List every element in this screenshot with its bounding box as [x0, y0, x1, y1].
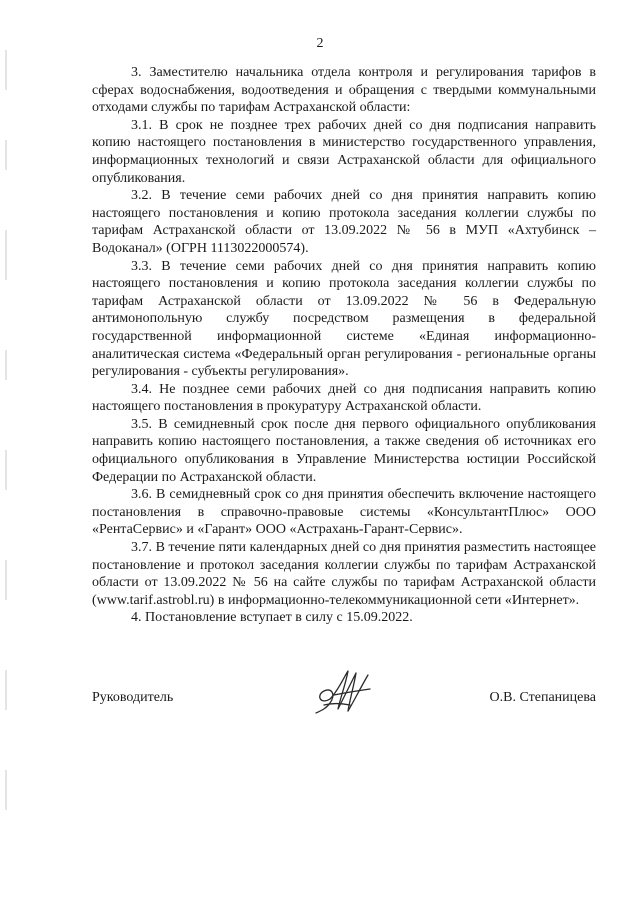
paragraph-3: 3. Заместителю начальника отдела контроля и регулирования тарифов в сферах водоснабжения, водоотведения и обращения с твердыми коммунальными отходами службы по тарифам Астраханской области: — [92, 65, 596, 116]
paragraph-3-4: 3.4. Не позднее семи рабочих дней со дня подписания направить копию настоящего постановления в прокуратуру Астраханской области. — [92, 381, 596, 415]
paragraph-3-3: 3.3. В течение семи рабочих дней со дня принятия направить копию настоящего постановления и копию протокола заседания коллегии службы по тарифам Астраханской области от 13.09.2022 № 56 в Федеральную антимонопольную службу посредством размещения в федеральной государственной информационной системе «Единая информационно-аналитическая система «Федеральный орган регулирования - региональные органы регулирования - субъекты регулирования». — [92, 258, 596, 380]
paragraph-3-1: 3.1. В срок не позднее трех рабочих дней со дня подписания направить копию настоящего постановления в министерство государственного управления, информационных технологий и связи Астраханской области для официального опубликования. — [92, 117, 596, 186]
scan-edge-marks — [3, 20, 9, 880]
signer-name: О.В. Степаницева — [489, 690, 596, 705]
handwritten-signature — [310, 665, 382, 721]
paragraph-3-2: 3.2. В течение семи рабочих дней со дня принятия направить копию настоящего постановления и копию протокола заседания коллегии службы по тарифам Астраханской области от 13.09.2022 № 56 в МУП «Ахтубинск – Водоканал» (ОГРН 1113022000574). — [92, 188, 596, 256]
document-body — [92, 64, 596, 627]
paragraph-3-5: 3.5. В семидневный срок после дня первого официального опубликования направить копию настоящего постановления, а также сведения об источниках его официального опубликования в Управление Министерства юстиции Российской Федерации по Астраханской области. — [92, 416, 596, 485]
paragraph-3-6: 3.6. В семидневный срок со дня принятия обеспечить включение настоящего постановления в справочно-правовые системы «КонсультантПлюс» ООО «РентаСервис» и «Гарант» ООО «Астрахань-Гарант-Сервис». — [92, 487, 596, 538]
signer-title: Руководитель — [92, 690, 174, 705]
paragraph-4: 4. Постановление вступает в силу с 15.09.2022. — [131, 610, 413, 626]
paragraph-3-7: 3.7. В течение пяти календарных дней со дня принятия разместить настоящее постановление и протокол заседания коллегии службы по тарифам Астраханской области от 13.09.2022 № 56 на сайте службы по тарифам Астраханской области (www.tarif.astrobl.ru) в информационно-телекоммуникационной сети «Интернет». — [92, 540, 596, 608]
page-number: 2 — [316, 36, 324, 51]
